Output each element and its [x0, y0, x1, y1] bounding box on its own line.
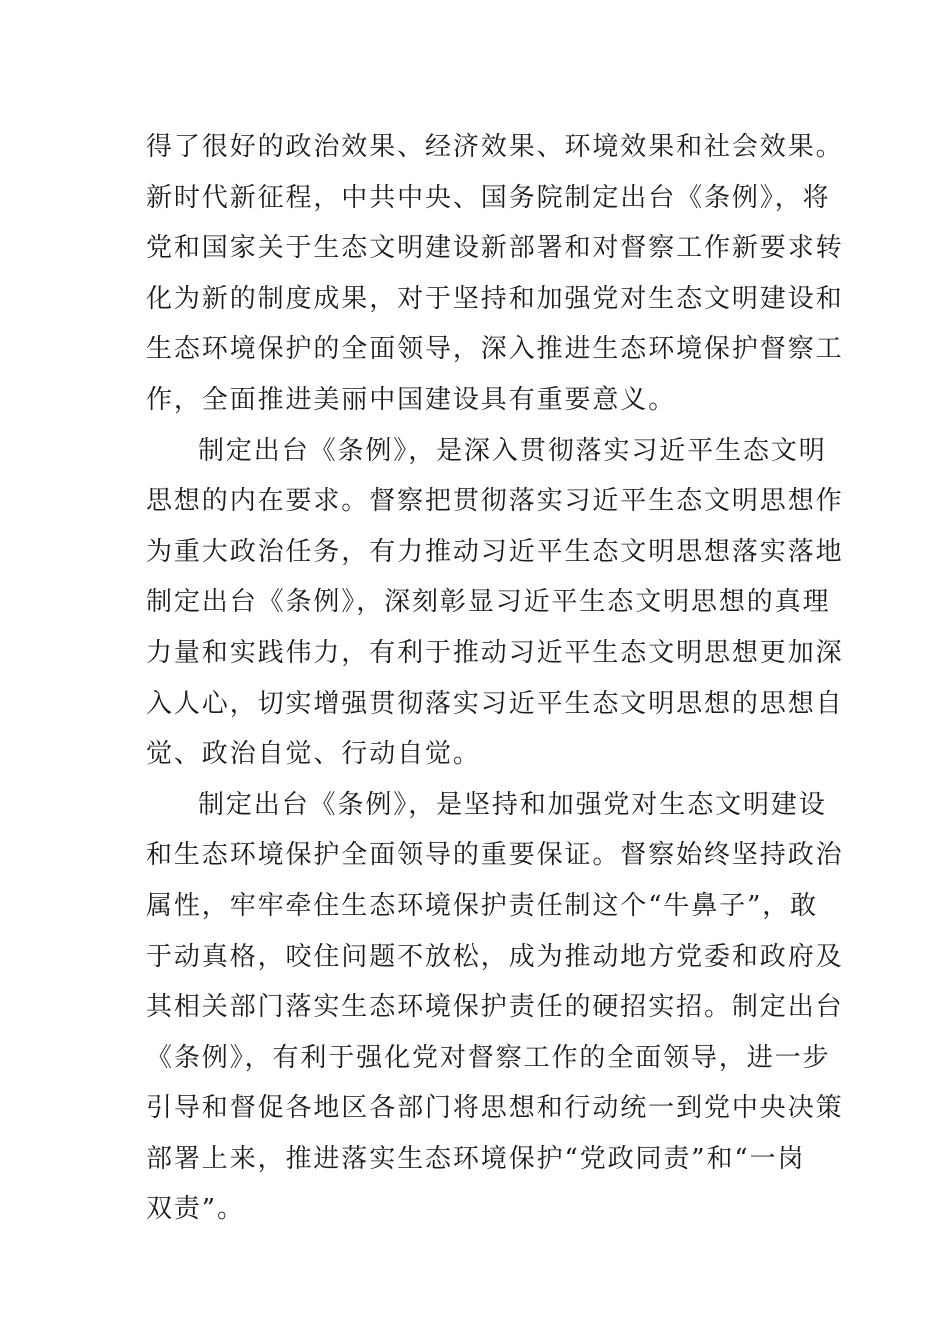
- text-line: 于动真格，咬住问题不放松，成为推动地方党委和政府及: [146, 941, 844, 972]
- text-line: 部署上来，推进落实生态环境保护“党政同责”和“一岗: [146, 1143, 806, 1174]
- text-line: 制定出台《条例》，深刻彰显习近平生态文明思想的真理: [146, 587, 831, 618]
- text-line: 入人心，切实增强贯彻落实习近平生态文明思想的思想自: [146, 688, 844, 719]
- text-line: 力量和实践伟力，有利于推动习近平生态文明思想更加深: [146, 637, 844, 668]
- text-line: 和生态环境保护全面领导的重要保证。督察始终坚持政治: [146, 840, 844, 871]
- text-line: 新时代新征程，中共中央、国务院制定出台《条例》，将: [146, 182, 831, 213]
- paragraph-2: [146, 426, 844, 780]
- text-line: 思想的内在要求。督察把贯彻落实习近平生态文明思想作: [146, 486, 844, 517]
- text-line: 双责”。: [146, 1194, 245, 1225]
- text-line: 《条例》，有利于强化党对督察工作的全面领导，进一步: [146, 1042, 831, 1073]
- paragraph-3: [146, 780, 844, 1235]
- text-line: 觉、政治自觉、行动自觉。: [146, 739, 481, 770]
- body-text: [146, 122, 844, 1235]
- text-line: 生态环境保护的全面领导，深入推进生态环境保护督察工: [146, 334, 844, 365]
- text-line: 其相关部门落实生态环境保护责任的硬招实招。制定出台: [146, 992, 844, 1023]
- paragraph-1: [146, 122, 844, 426]
- text-line: 属性，牢牢牵住生态环境保护责任制这个“牛鼻子”，敢: [146, 890, 819, 921]
- text-line: 制定出台《条例》，是深入贯彻落实习近平生态文明: [198, 435, 827, 466]
- text-line: 引导和督促各地区各部门将思想和行动统一到党中央决策: [146, 1093, 844, 1124]
- text-line: 制定出台《条例》，是坚持和加强党对生态文明建设: [198, 789, 827, 820]
- text-line: 党和国家关于生态文明建设新部署和对督察工作新要求转: [146, 233, 844, 264]
- text-line: 得了很好的政治效果、经济效果、环境效果和社会效果。: [146, 132, 844, 162]
- text-line: 化为新的制度成果，对于坚持和加强党对生态文明建设和: [146, 283, 844, 314]
- text-line: 为重大政治任务，有力推动习近平生态文明思想落实落地: [146, 536, 844, 567]
- text-line: 作，全面推进美丽中国建设具有重要意义。: [146, 384, 677, 415]
